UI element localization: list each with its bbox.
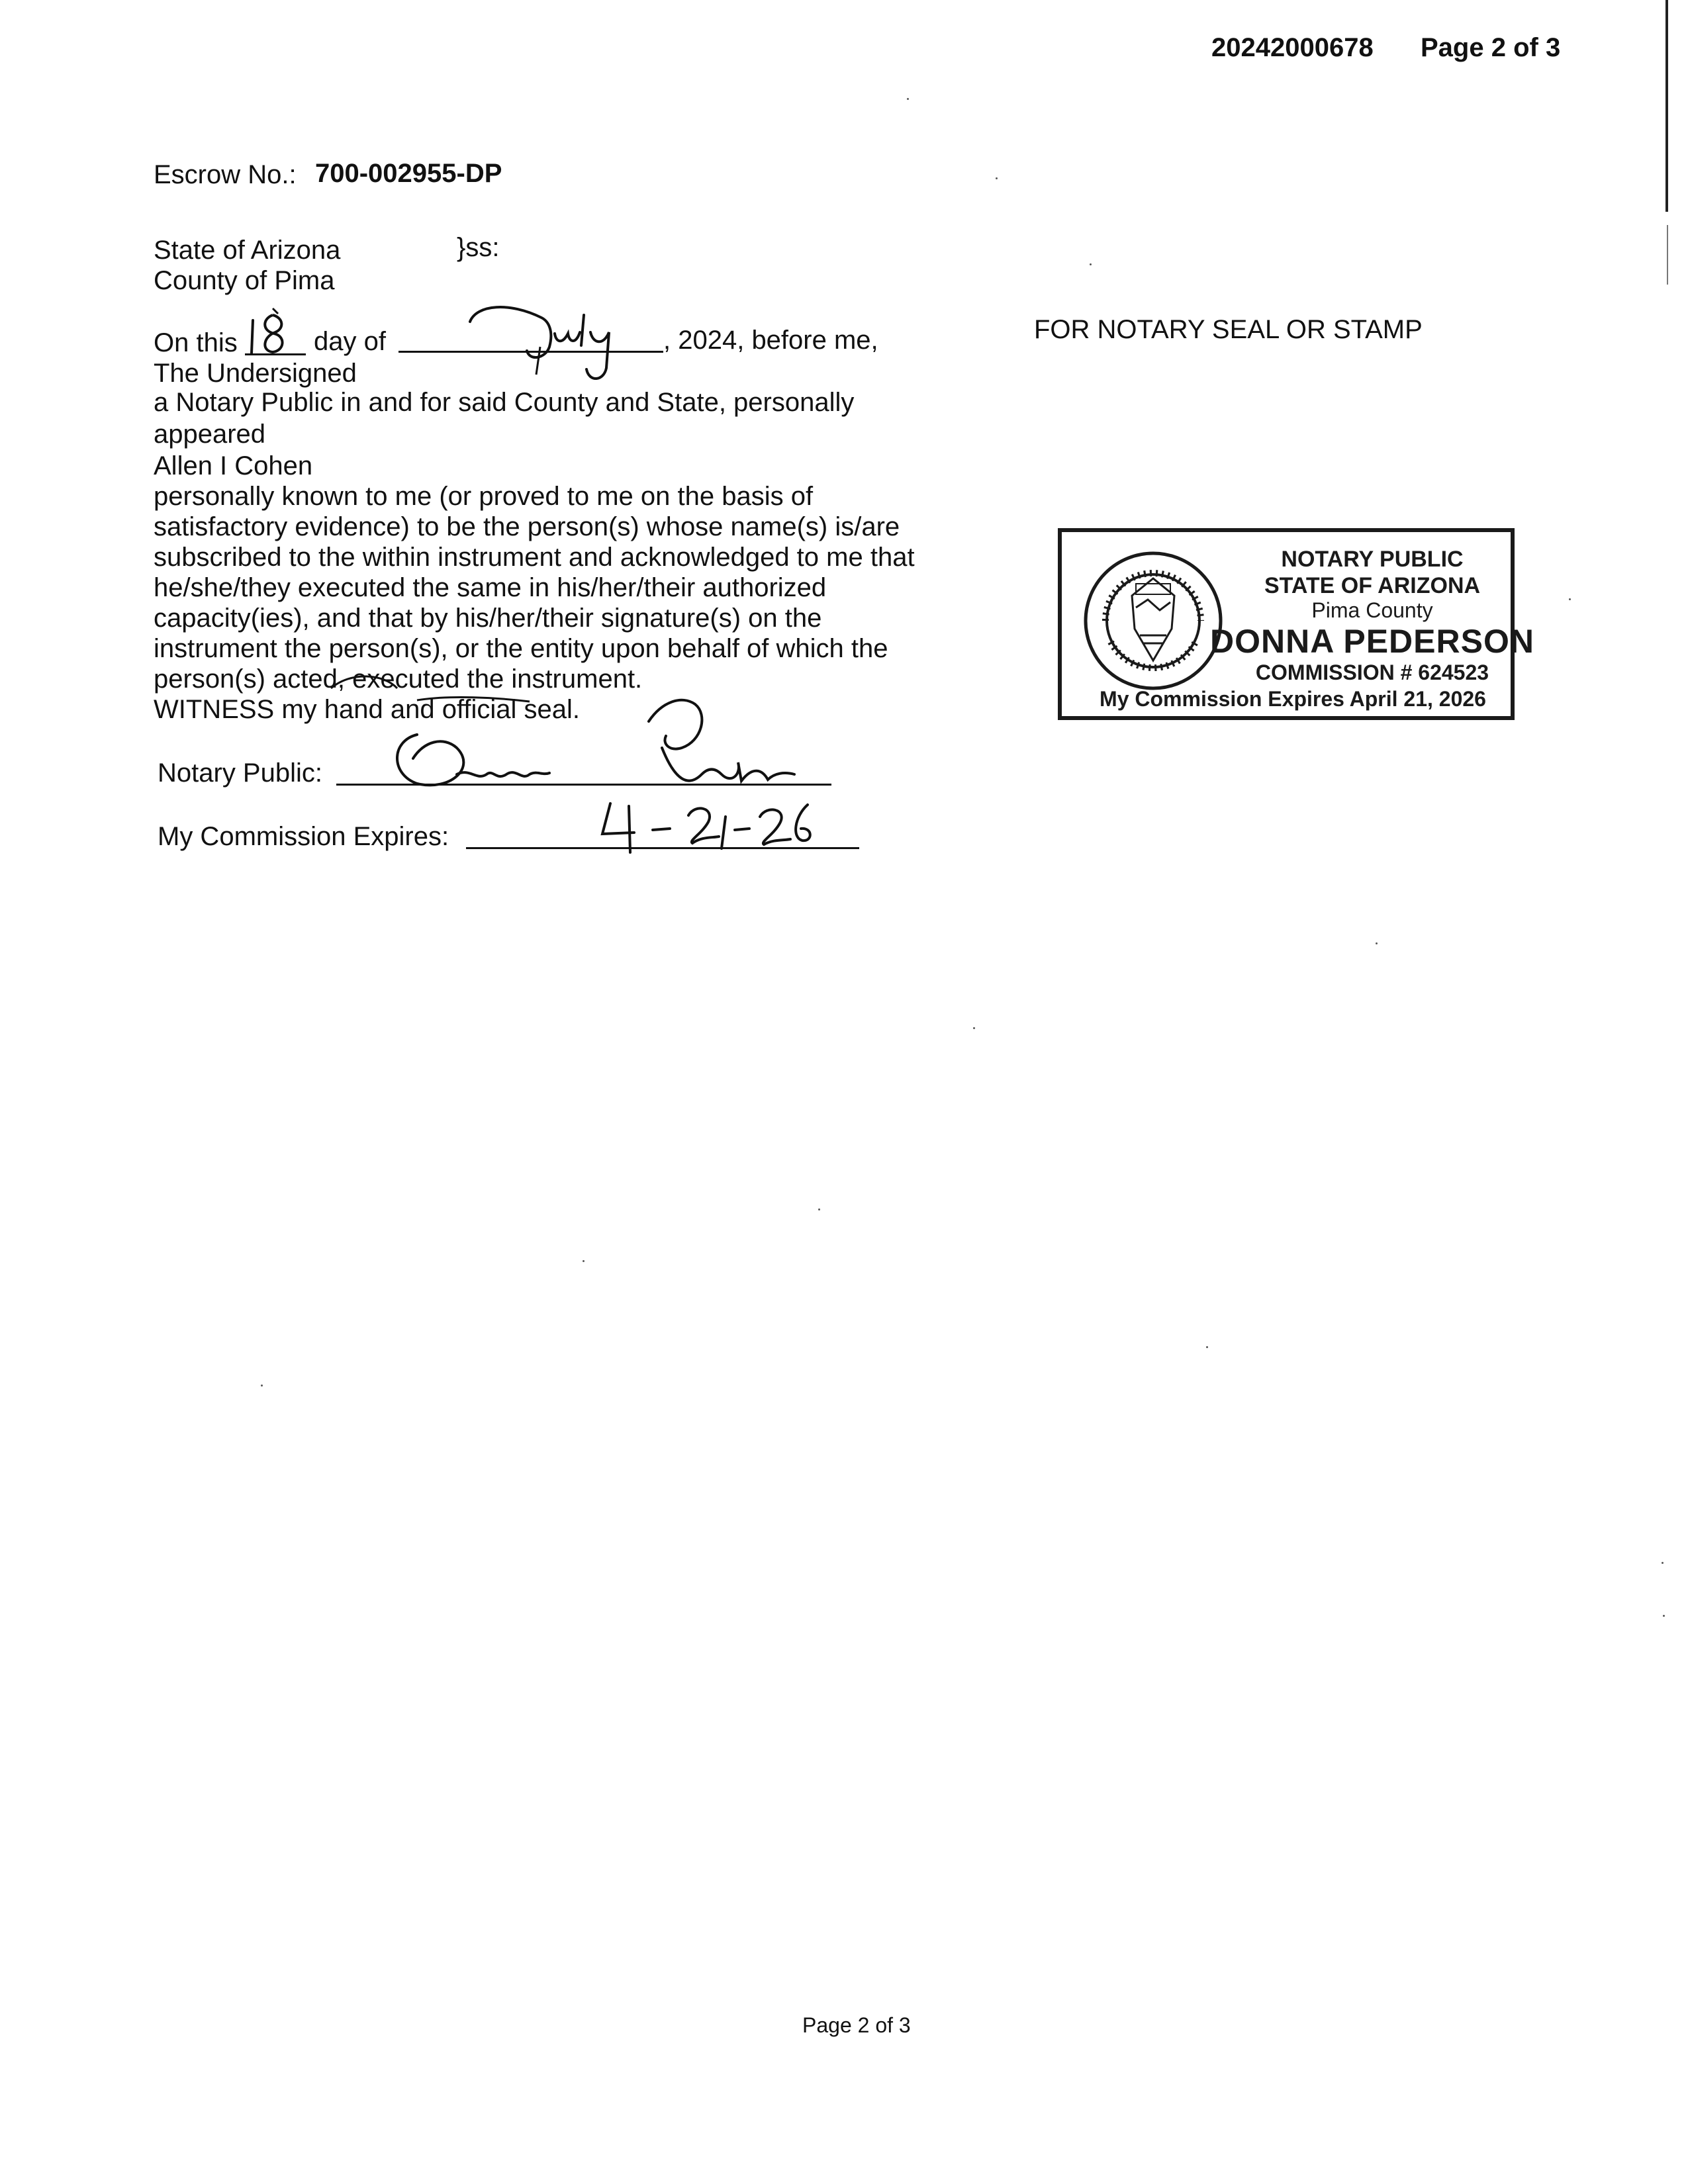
ack-body-line: instrument the person(s), or the entity upon behalf of which the	[154, 634, 888, 663]
scan-speck	[1376, 942, 1378, 944]
scan-speck	[1206, 1346, 1208, 1348]
scan-speck	[818, 1208, 820, 1210]
on-this-text: On this	[154, 328, 238, 357]
scan-speck	[261, 1385, 263, 1387]
venue-ss: }ss:	[457, 233, 500, 262]
stamp-name: DONNA PEDERSON	[1210, 623, 1534, 660]
notary-stamp	[1058, 528, 1534, 720]
scan-speck	[1569, 598, 1571, 600]
appeared-name: Allen I Cohen	[154, 451, 313, 480]
document-number: 20242000678	[1211, 33, 1374, 62]
stamp-county: Pima County	[1311, 598, 1433, 622]
escrow-number: 700-002955-DP	[315, 159, 502, 188]
scan-speck	[583, 1260, 585, 1262]
venue-state: State of Arizona	[154, 236, 341, 265]
ack-body-line: person(s) acted, executed the instrument.	[154, 664, 643, 694]
ack-body-line: satisfactory evidence) to be the person(s) whose name(s) is/are	[154, 512, 900, 541]
scan-speck	[1090, 263, 1092, 265]
stamp-expires: My Commission Expires April 21, 2026	[1100, 687, 1486, 711]
scan-speck	[1662, 1562, 1664, 1564]
stamp-title: NOTARY PUBLIC	[1281, 547, 1464, 572]
commission-expires-label: My Commission Expires:	[158, 822, 449, 851]
ack-body-line: capacity(ies), and that by his/her/their signature(s) on the	[154, 604, 822, 633]
footer-page-label: Page 2 of 3	[802, 2013, 911, 2037]
handwritten-day	[244, 307, 303, 357]
day-of-text: day of	[314, 327, 386, 356]
ack-body-line: he/she/they executed the same in his/her/their authorized	[154, 573, 827, 602]
scan-speck	[1663, 1615, 1665, 1617]
scan-speck	[907, 98, 909, 100]
stamp-commission: COMMISSION # 624523	[1255, 660, 1489, 684]
witness-text: WITNESS my hand and official seal.	[154, 695, 580, 724]
ack-body-line: subscribed to the within instrument and acknowledged to me that	[154, 543, 915, 572]
ack-line-1: a Notary Public in and for said County and State, personally	[154, 388, 855, 417]
handwritten-expiration	[596, 797, 821, 856]
ack-line-2: appeared	[154, 420, 266, 449]
venue-county: County of Pima	[154, 266, 335, 295]
header-page-label: Page 2 of 3	[1421, 33, 1561, 62]
handwritten-month	[463, 295, 662, 388]
scan-speck	[996, 177, 998, 179]
scan-edge-line	[1665, 0, 1668, 212]
notary-seal-label: FOR NOTARY SEAL OR STAMP	[1034, 315, 1423, 344]
ack-body-line: personally known to me (or proved to me on the basis of	[154, 482, 814, 511]
notary-public-label: Notary Public:	[158, 758, 322, 788]
stamp-state: STATE OF ARIZONA	[1264, 573, 1481, 598]
year-before-me-text: , 2024, before me,	[663, 326, 878, 355]
escrow-label: Escrow No.:	[154, 160, 297, 189]
undersigned-text: The Undersigned	[154, 359, 357, 388]
scan-edge-line	[1667, 225, 1668, 285]
notary-signature	[371, 675, 834, 807]
scan-speck	[973, 1027, 975, 1029]
